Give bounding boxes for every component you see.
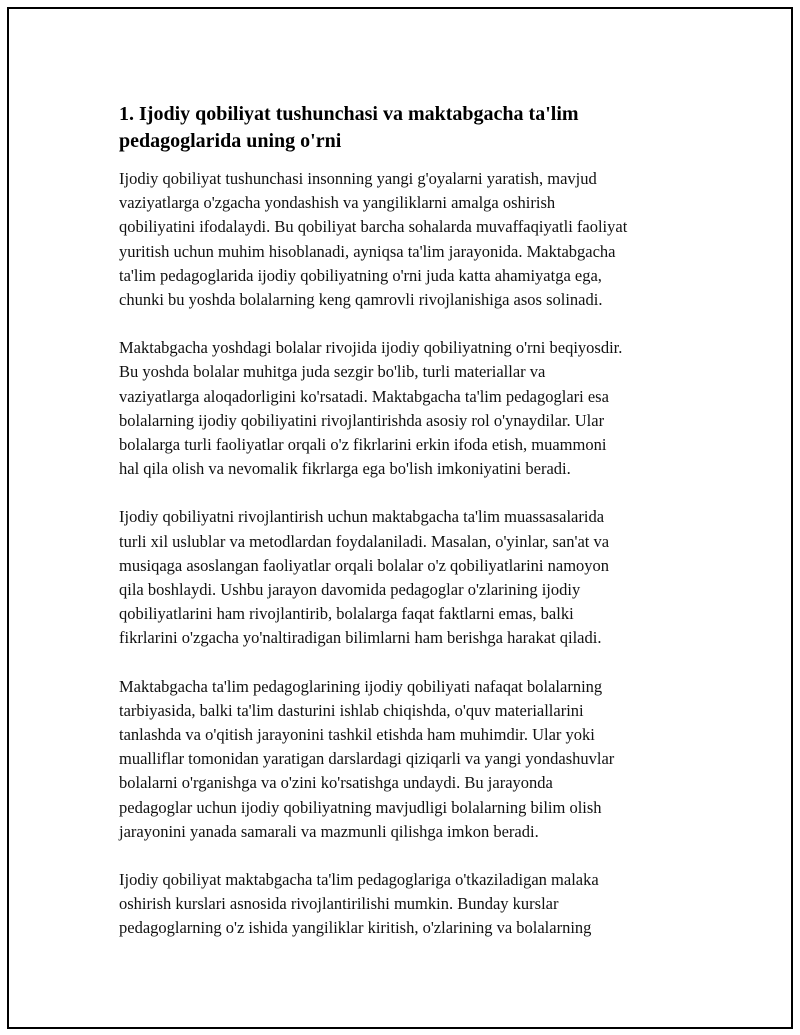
paragraph-2: Maktabgacha yoshdagi bolalar rivojida ijodiy qobiliyatning o'rni beqiyosdir. Bu yoshda bolalar muhitga juda sezgir bo'lib, turli materiallar va vaziyatlarga aloqadorligini ko'rsatadi. Maktabgacha ta'lim pedagoglari esa bolalarning ijodiy qobiliyatini rivojlantirishda asosiy rol o'ynaydilar. Ular bolalarga turli faoliyatlar orqali o'z fikrlarini erkin ifoda etish, muammoni hal qila olish va nevomalik fikrlarga ega bo'lish imkoniyatini beradi. — [119, 338, 623, 479]
paragraph-5: Ijodiy qobiliyat maktabgacha ta'lim pedagoglariga o'tkaziladigan malaka oshirish kurslari asnosida rivojlantirilishi mumkin. Bunday kurslar pedagoglarning o'z ishida yangiliklar kiritish, o'zlarining va bolalarning — [119, 870, 599, 938]
paragraph-3: Ijodiy qobiliyatni rivojlantirish uchun maktabgacha ta'lim muassasalarida turli xil uslublar va metodlardan foydalaniladi. Masalan, o'yinlar, san'at va musiqaga asoslangan faoliyatlar orqali bolalar o'z qobiliyatlarini namoyon qila boshlaydi. Ushbu jarayon davomida pedagoglar o'zlarining ijodiy qobiliyatlarini ham rivojlantirib, bolalarga faqat faktlarni emas, balki fikrlarini o'zgacha yo'naltiradigan bilimlarni ham berishga harakat qiladi. — [119, 507, 610, 648]
paragraph-1: Ijodiy qobiliyat tushunchasi insonning yangi g'oyalarni yaratish, mavjud vaziyatlarga o'zgacha yondashish va yangiliklarni amalga oshirish qobiliyatini ifodalaydi. Bu qobiliyat barcha sohalarda muvaffaqiyatli faoliyat yuritish uchun muhim hisoblanadi, ayniqsa ta'lim jarayonida. Maktabgacha ta'lim pedagoglarida ijodiy qobiliyatning o'rni juda katta ahamiyatga ega, chunki bu yoshda bolalarning keng qamrovli rivojlanishiga asos solinadi. — [119, 169, 628, 310]
paragraph-4: Maktabgacha ta'lim pedagoglarining ijodiy qobiliyati nafaqat bolalarning tarbiyasida, balki ta'lim dasturini ishlab chiqishda, o'quv materiallarini tanlashda va o'qitish jarayonini tashkil etishda ham muhimdir. Ular yoki mualliflar tomonidan yaratigan darslardagi qiziqarli va yangi yondashuvlar bolalarni o'rganishga va o'zini ko'rsatishga undaydi. Bu jarayonda pedagoglar uchun ijodiy qobiliyatning mavjudligi bolalarning bilim olish jarayonini yanada samarali va mazmunli qilishga imkon beradi. — [119, 676, 615, 841]
document-body — [119, 101, 689, 965]
section-heading: 1. Ijodiy qobiliyat tushunchasi va maktabgacha ta'lim pedagoglarida uning o'rni — [119, 103, 579, 152]
page-frame — [7, 7, 793, 1029]
